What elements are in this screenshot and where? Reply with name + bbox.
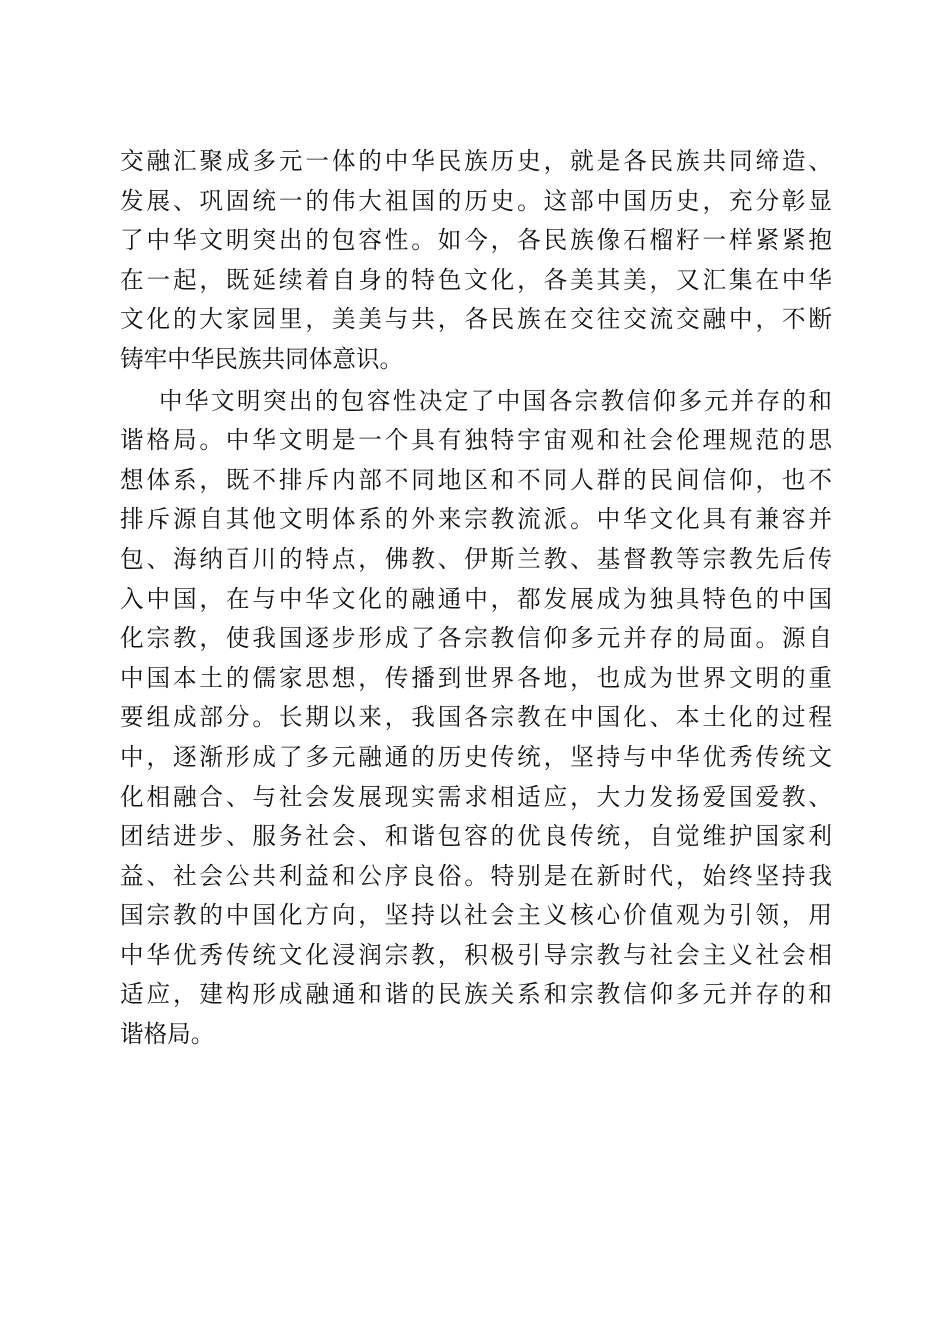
text-line: 要组成部分。长期以来，我国各宗教在中国化、本土化的过程	[120, 703, 832, 732]
text-line: 交融汇聚成多元一体的中华民族历史，就是各民族共同缔造、	[120, 147, 832, 175]
text-line: 谐格局。中华文明是一个具有独特宇宙观和社会伦理规范的思	[120, 426, 832, 455]
text-line: 中华优秀传统文化浸润宗教，积极引导宗教与社会主义社会相	[120, 940, 832, 969]
text-line: 中，逐渐形成了多元融通的历史传统，坚持与中华优秀传统文	[120, 742, 832, 771]
text-line: 入中国，在与中华文化的融通中，都发展成为独具特色的中国	[120, 584, 832, 613]
text-line: 中华文明突出的包容性决定了中国各宗教信仰多元并存的和	[159, 386, 832, 415]
text-line: 益、社会公共利益和公序良俗。特别是在新时代，始终坚持我	[120, 861, 832, 890]
text-line: 团结进步、服务社会、和谐包容的优良传统，自觉维护国家利	[120, 822, 832, 851]
text-line: 化相融合、与社会发展现实需求相适应，大力发扬爱国爱教、	[120, 782, 832, 811]
text-line: 想体系，既不排斥内部不同地区和不同人群的民间信仰，也不	[120, 465, 832, 494]
text-line: 了中华文明突出的包容性。如今，各民族像石榴籽一样紧紧抱	[120, 226, 832, 255]
text-line: 国宗教的中国化方向，坚持以社会主义核心价值观为引领，用	[120, 901, 832, 930]
document-body	[120, 142, 832, 1055]
text-line: 谐格局。	[120, 1020, 215, 1049]
text-line: 在一起，既延续着自身的特色文化，各美其美，又汇集在中华	[120, 265, 832, 294]
paragraph-1	[120, 142, 832, 380]
text-line: 发展、巩固统一的伟大祖国的历史。这部中国历史，充分彰显	[120, 186, 832, 215]
text-line: 包、海纳百川的特点，佛教、伊斯兰教、基督教等宗教先后传	[120, 544, 832, 573]
text-line: 排斥源自其他文明体系的外来宗教流派。中华文化具有兼容并	[120, 505, 832, 534]
text-line: 中国本土的儒家思想，传播到世界各地，也成为世界文明的重	[120, 663, 832, 692]
text-line: 铸牢中华民族共同体意识。	[120, 344, 404, 373]
text-line: 适应，建构形成融通和谐的民族关系和宗教信仰多元并存的和	[120, 980, 832, 1009]
paragraph-2	[120, 382, 832, 1055]
text-line: 文化的大家园里，美美与共，各民族在交往交流交融中，不断	[120, 305, 832, 334]
text-line: 化宗教，使我国逐步形成了各宗教信仰多元并存的局面。源自	[120, 624, 832, 653]
